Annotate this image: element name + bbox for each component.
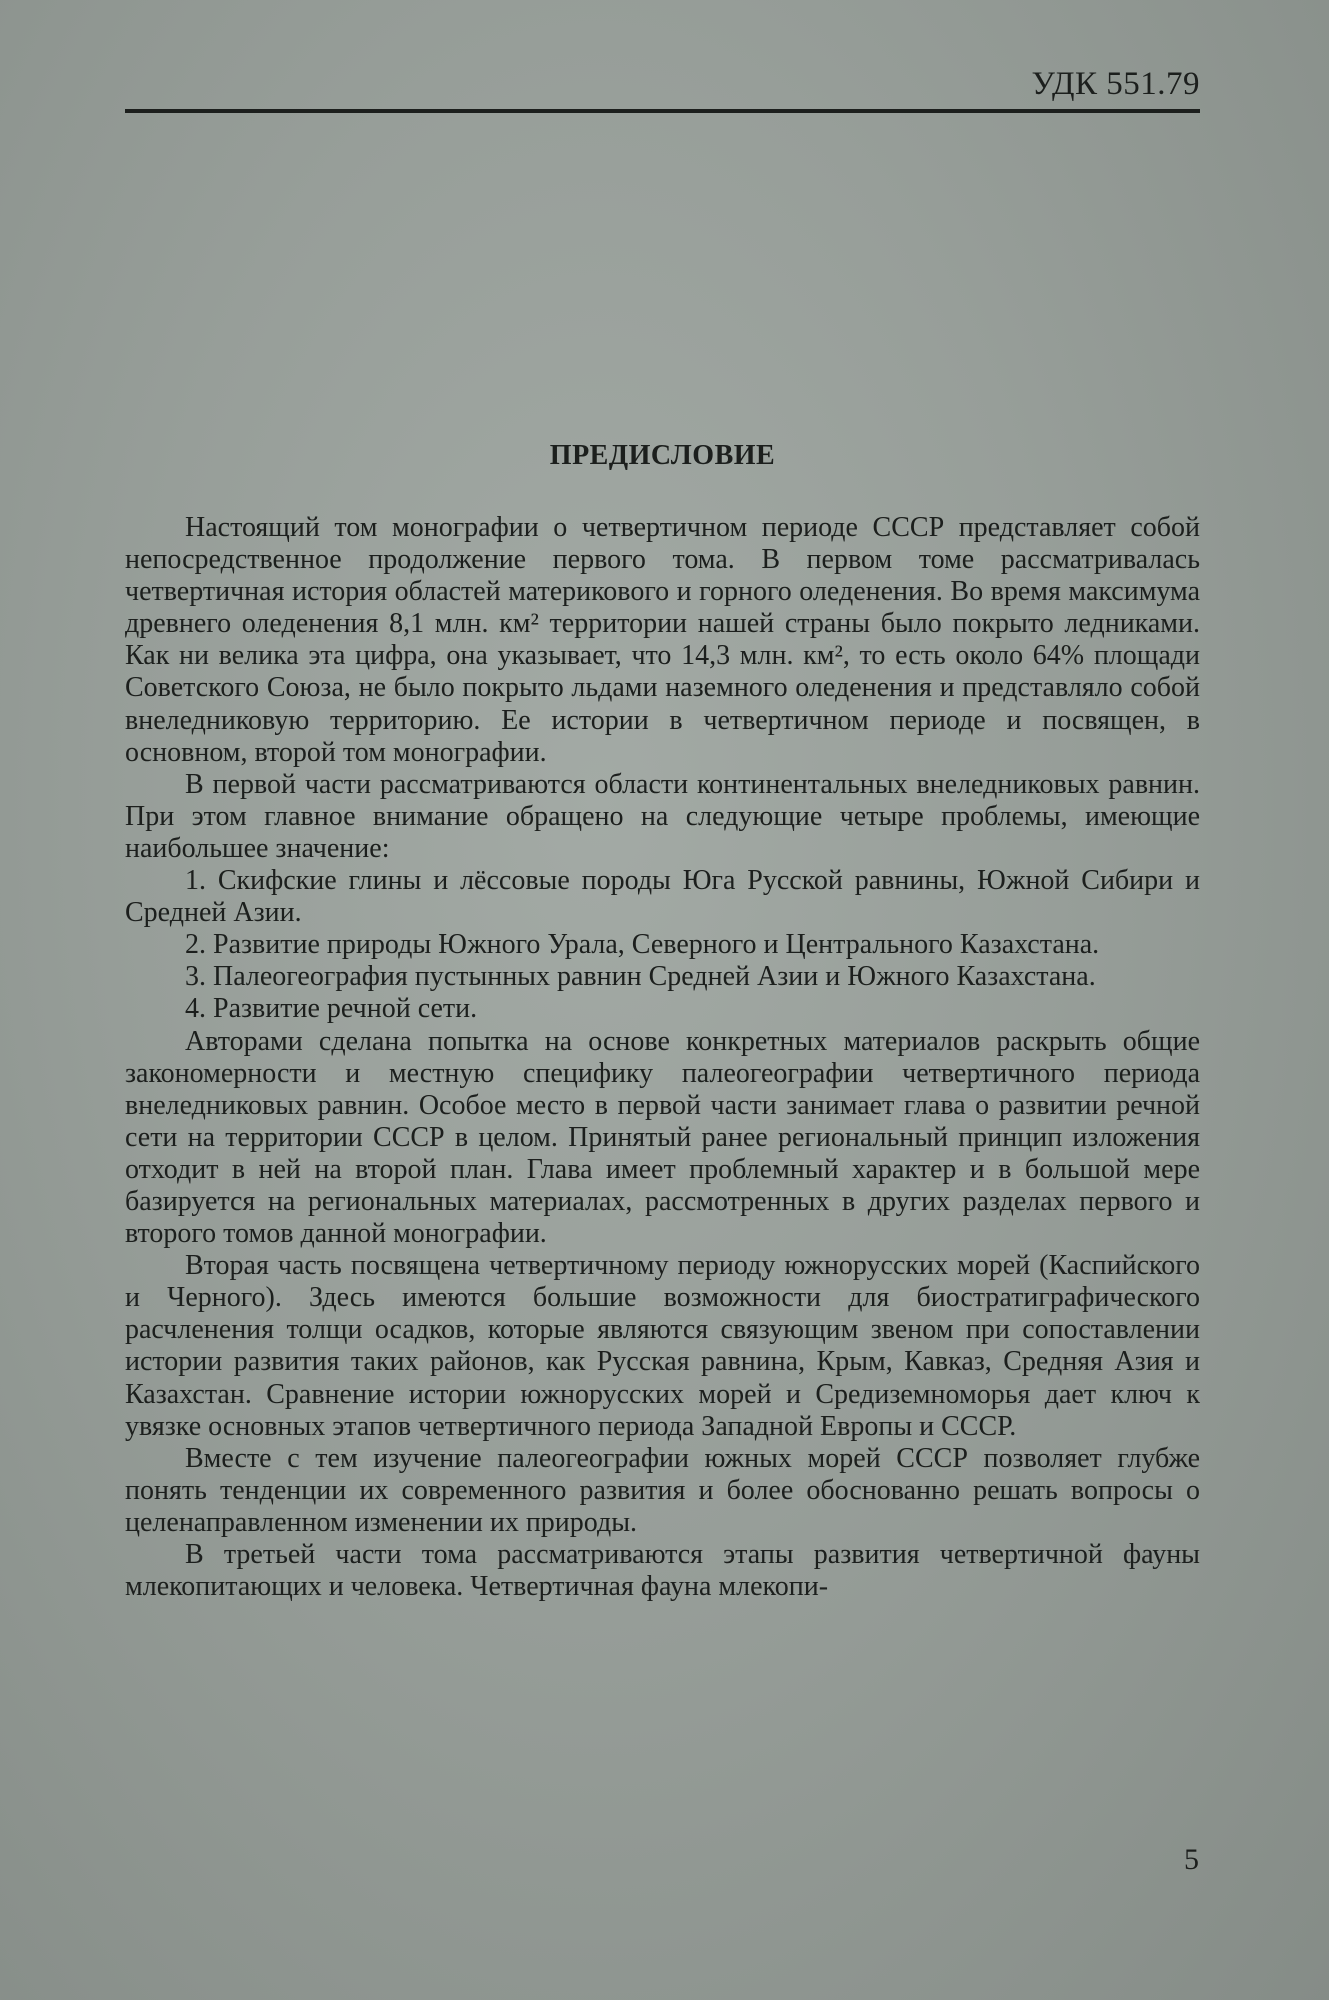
paragraph: В третьей части тома рассматриваются этапы развития четвертичной фауны млекопитающих и человека. Четвертичная фауна млекопи- — [125, 1539, 1200, 1603]
list-item: 2. Развитие природы Южного Урала, Северного и Центрального Казахстана. — [185, 929, 1100, 961]
header-rule — [125, 109, 1200, 113]
page-header — [125, 58, 1200, 118]
udk-code: УДК 551.79 — [1031, 66, 1200, 102]
page-number: 5 — [1184, 1843, 1199, 1876]
body-text — [125, 512, 1200, 1603]
list-item: 3. Палеогеография пустынных равнин Средней Азии и Южного Казахстана. — [185, 961, 1096, 993]
list-item: 1. Скифские глины и лёссовые породы Юга Русской равнины, Южной Сибири и Средней Азии. — [125, 865, 1200, 929]
paragraph: В первой части рассматриваются области континентальных внеледниковых равнин. При этом главное внимание обращено на следующие четыре проблемы, имеющие наибольшее значение: — [125, 768, 1200, 864]
paragraph: Вместе с тем изучение палеогеографии южных морей СССР позволяет глубже понять тенденции их современного развития и более обоснованно решать вопросы о целенаправленном изменении их природы. — [125, 1442, 1200, 1538]
section-title: ПРЕДИСЛОВИЕ — [549, 440, 776, 471]
list-item: 4. Развитие речной сети. — [185, 993, 478, 1025]
paragraph: Настоящий том монографии о четвертичном периоде СССР представляет собой непосредственное продолжение первого тома. В первом томе рассматривалась четвертичная история областей материкового и горного оледенения. Во время максимума древнего оледенения 8,1 млн. км² территории нашей страны было покрыто ледниками. Как ни велика эта цифра, она указывает, что 14,3 млн. км², то есть около 64% площади Советского Союза, не было покрыто льдами наземного оледенения и представляло собой внеледниковую территорию. Ее истории в четвертичном периоде и посвящен, в основном, второй том монографии. — [125, 512, 1200, 768]
paragraph: Вторая часть посвящена четвертичному периоду южнорусских морей (Каспийского и Черного). Здесь имеются большие возможности для биостратиграфического расчленения толщи осадков, которые являются связующим звеном при сопоставлении истории развития таких районов, как Русская равнина, Крым, Кавказ, Средняя Азия и Казахстан. Сравнение истории южнорусских морей и Средиземноморья дает ключ к увязке основных этапов четвертичного периода Западной Европы и СССР. — [125, 1250, 1200, 1442]
paragraph: Авторами сделана попытка на основе конкретных материалов раскрыть общие закономерности и местную специфику палеогеографии четвертичного периода внеледниковых равнин. Особое место в первой части занимает глава о развитии речной сети на территории СССР в целом. Принятый ранее региональный принцип изложения отходит в ней на второй план. Глава имеет проблемный характер и в большой мере базируется на региональных материалах, рассмотренных в других разделах первого и второго томов данной монографии. — [125, 1025, 1200, 1250]
